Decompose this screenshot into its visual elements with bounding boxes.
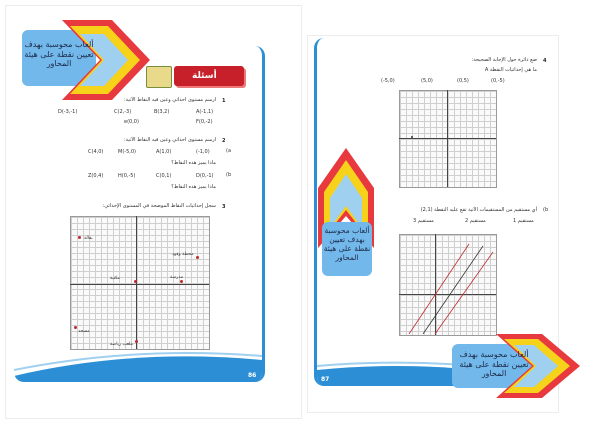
callout-top-left: ألعاب محوسبة بهدف تعيين نقطة على هيئة المحاور [24,40,94,69]
q1-instruction: ارسم مستوى احداثي وعين فيه النقاط الآتية: [124,97,216,103]
q3-instruction: سجل إحداثيات النقاط الموضحة في المستوى الإحداثي: [102,203,216,209]
q5-instruction: أي مستقيم من المستقيمات الآتية تقع عليه النقطة (2,1) [420,207,537,213]
q2b-label: (b [226,172,232,178]
line-2 [423,246,483,334]
place-label: مكتبة [110,276,121,281]
callout-middle-right: ألعاب محوسبة بهدف تعيين نقطة على هيئة المحاور [323,226,371,262]
place-label: محطة وقود [172,252,194,257]
point-marker [134,280,137,283]
q1-point: A(-1,1) [196,109,214,115]
q2b-point: H(0,-5) [118,173,136,179]
q4-number: 4 [543,58,547,64]
q2b-point: C(0,1) [156,173,172,179]
place-label: مسجد [78,329,90,334]
q5-choice: مستقيم 1 [513,218,534,224]
q2a-point: (-1,0) [196,149,210,155]
q2-instruction: ارسم مستوى احداثي وعين فيه النقاط الآتية: [124,137,216,143]
q5-lines [399,234,495,334]
q1-number: 1 [222,98,226,104]
point-marker [196,256,199,259]
q4-choice: (5,0) [421,78,433,84]
q5-choice: مستقيم 3 [413,218,434,224]
page-number: 87 [321,376,330,383]
page-number: 86 [248,372,257,379]
q2b-point: D(0,-1) [196,173,214,179]
q1-point: D(-3,-1) [58,109,78,115]
q1-point: C(2,-3) [114,109,132,115]
y-axis [447,90,448,187]
q4-instruction: ضع دائرة حول الإجابة الصحيحة: [471,57,537,63]
q4-choice: (-5,0) [381,78,395,84]
place-label: بقالة [84,236,93,241]
q4-coordinate-grid [399,90,497,188]
q2a-point: A(1,0) [156,149,172,155]
point-a-marker [411,136,413,138]
q2a-question: ماذا يميز هذه النقاط؟ [171,160,216,166]
q2a-point: C(4,0) [88,149,104,155]
q4-part-a: ما هي إحداثيات النقطة A [484,67,537,73]
point-marker [78,236,81,239]
page-title: أسئلة [192,71,217,81]
place-label: مدرسة [170,275,184,280]
place-label: ملعب رياضة [110,342,133,347]
q2b-question: ماذا يميز هذه النقاط؟ [171,184,216,190]
point-marker [180,280,183,283]
q1-point: e(0,0) [124,119,139,125]
q1-point: B(3,2) [154,109,170,115]
point-marker [74,326,77,329]
q5-choice: مستقيم 2 [465,218,486,224]
x-axis [70,284,209,285]
q2a-label: (a [226,148,232,154]
callout-bottom-right: ألعاب محوسبة بهدف تعيين نقطة على هيئة المحاور [459,350,529,379]
q4-choice: (0,-5) [491,78,505,84]
line-3 [435,252,493,334]
line-1 [409,244,469,334]
page-swoosh-left [14,346,262,382]
q2b-point: Z(0,4) [88,173,104,179]
q4-choice: (0,5) [457,78,469,84]
q1-point: F(0,-2) [196,119,213,125]
q5-part-b: (b [543,207,549,213]
q2a-point: M(-5,0) [118,149,136,155]
q3-number: 3 [222,204,226,210]
q2-number: 2 [222,138,226,144]
point-marker [135,340,138,343]
